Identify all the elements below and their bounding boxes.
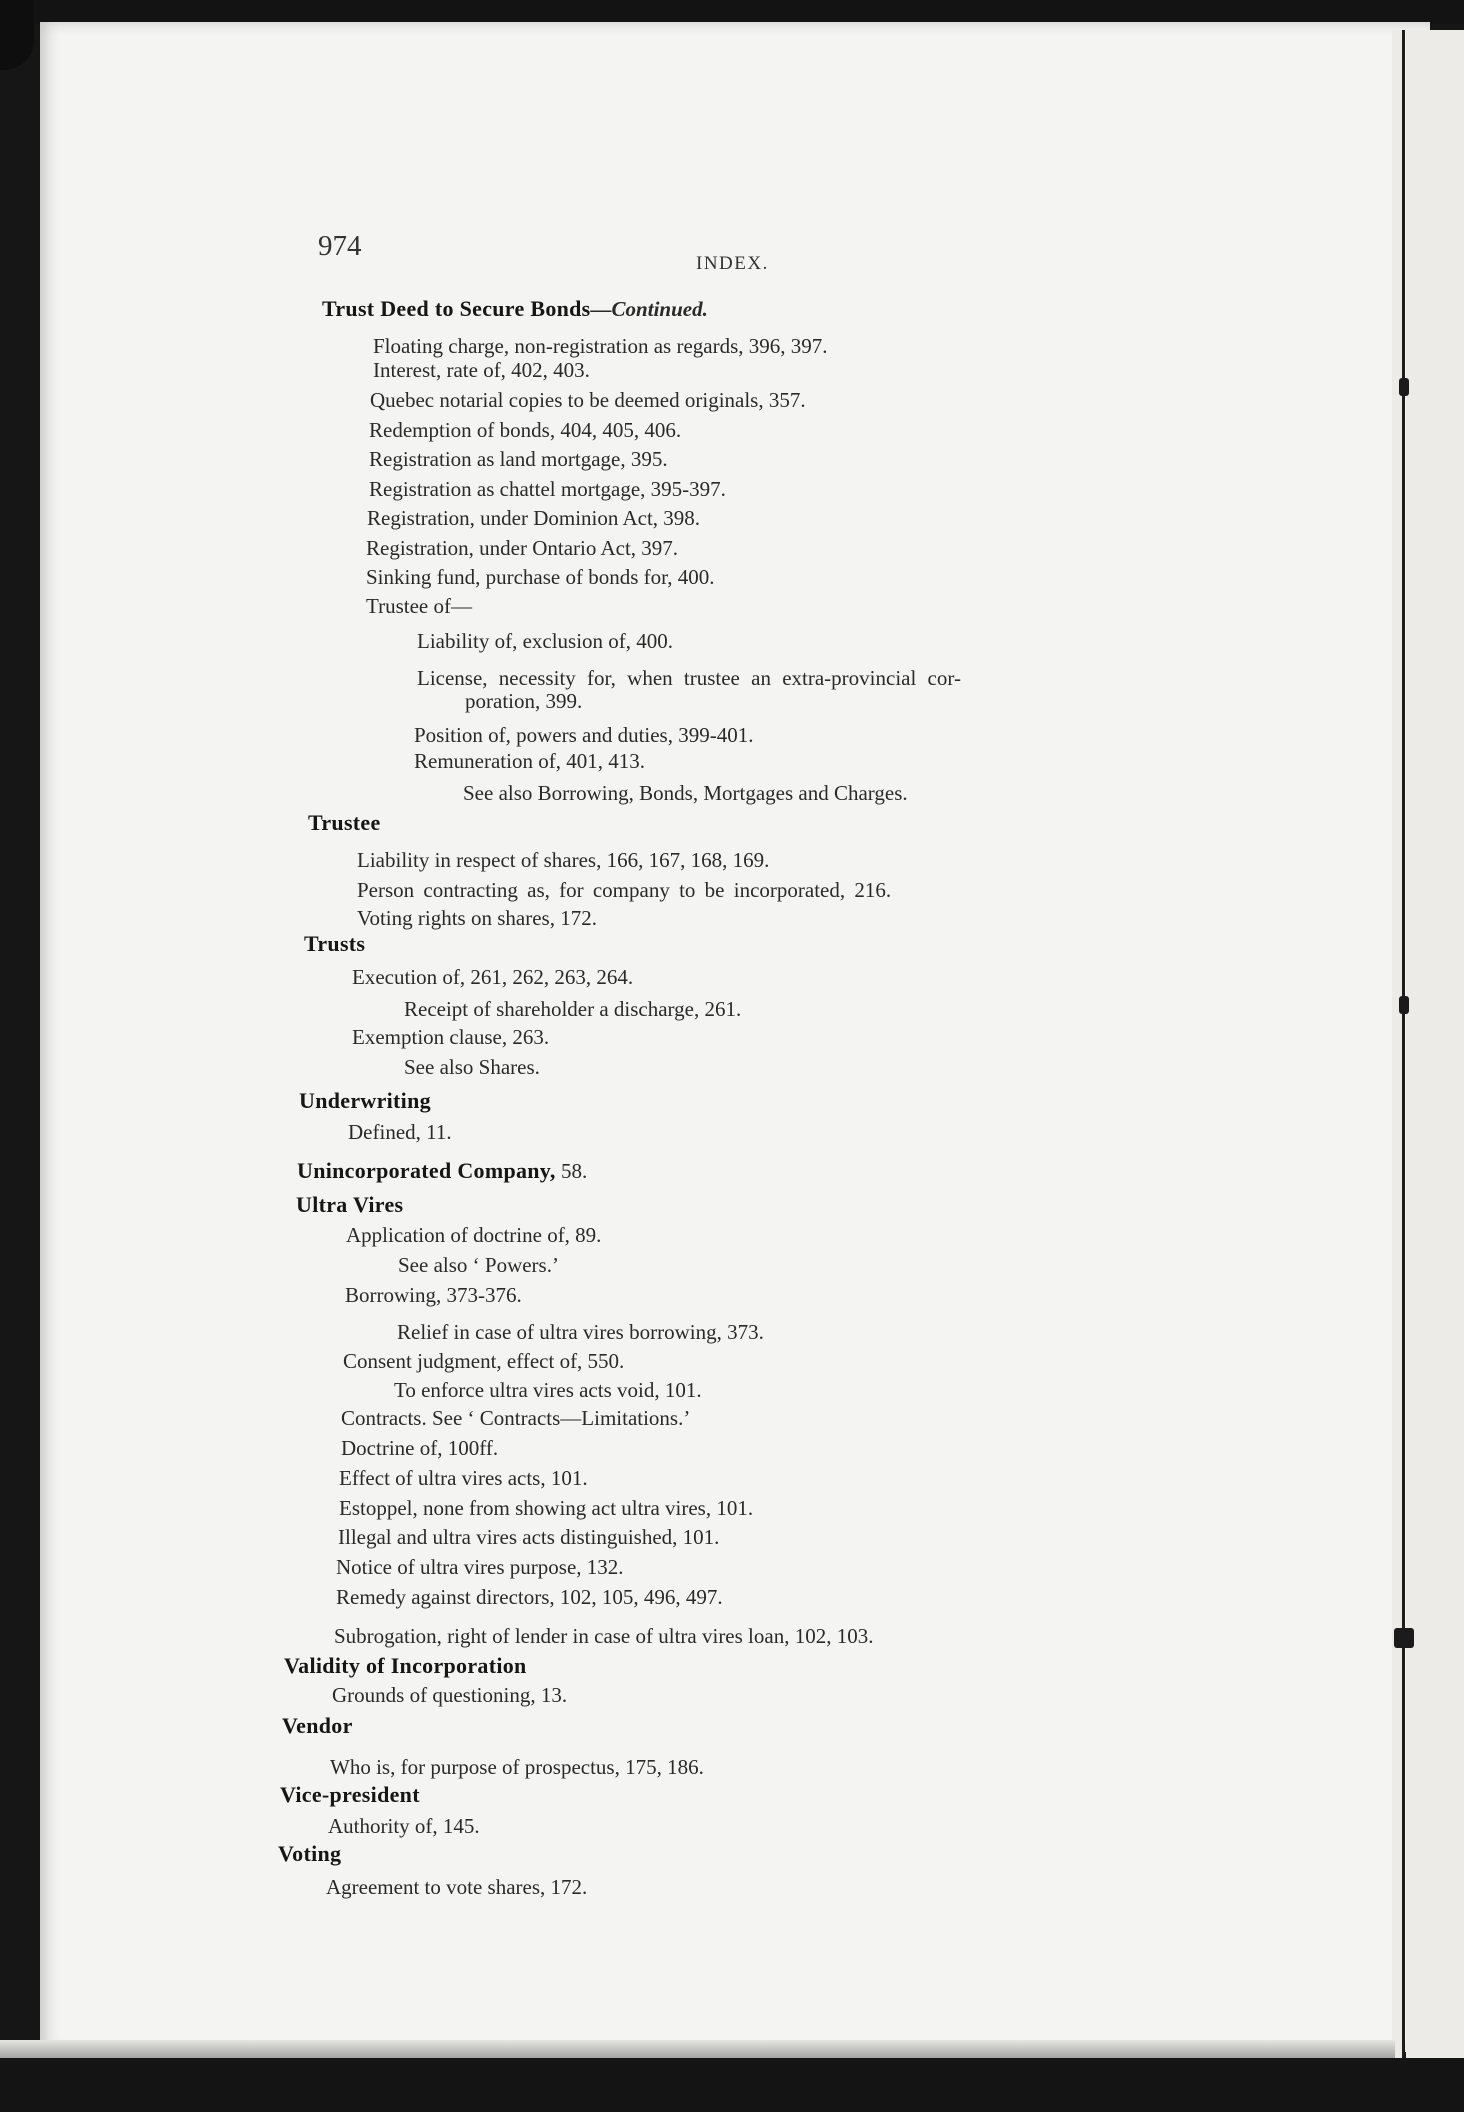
cross-reference: See also Borrowing, Bonds, Mortgages and Charges. (463, 781, 908, 805)
book-page (40, 22, 1430, 2052)
index-entry: Voting rights on shares, 172. (357, 906, 597, 930)
index-heading: Ultra Vires (296, 1192, 404, 1217)
index-entry: Sinking fund, purchase of bonds for, 400. (366, 565, 715, 589)
index-heading: Trustee (308, 810, 381, 835)
index-entry: Registration, under Dominion Act, 398. (367, 506, 701, 530)
binding-mark (1399, 996, 1409, 1014)
index-entry: Person contracting as, for company to be incorporated, 216. (357, 878, 892, 902)
index-entry: Grounds of questioning, 13. (332, 1683, 568, 1707)
index-entry: Authority of, 145. (328, 1814, 480, 1838)
index-entry: Exemption clause, 263. (352, 1025, 550, 1049)
running-header: INDEX. (696, 253, 769, 274)
page-number: 974 (318, 230, 362, 262)
index-heading: Unincorporated Company, 58. (297, 1158, 588, 1183)
index-entry: Subrogation, right of lender in case of ultra vires loan, 102, 103. (334, 1624, 874, 1648)
binding-mark (1394, 1628, 1414, 1648)
index-entry: Floating charge, non-registration as regards, 396, 397. (373, 334, 828, 358)
index-entry: Quebec notarial copies to be deemed originals, 357. (370, 388, 806, 412)
index-entry: Remedy against directors, 102, 105, 496, 497. (336, 1585, 723, 1609)
binding-line (1402, 30, 1405, 2112)
binding-mark (1399, 378, 1409, 396)
index-subentry: Remuneration of, 401, 413. (414, 749, 645, 773)
index-subentry: poration, 399. (465, 689, 583, 713)
index-entry: Application of doctrine of, 89. (346, 1223, 602, 1247)
index-entry: Trustee of— (366, 594, 472, 618)
index-subentry: To enforce ultra vires acts void, 101. (394, 1378, 702, 1402)
index-entry: Liability in respect of shares, 166, 167, 168, 169. (357, 848, 770, 872)
index-subentry: Liability of, exclusion of, 400. (417, 629, 674, 653)
index-entry: Who is, for purpose of prospectus, 175, 186. (330, 1755, 704, 1779)
index-subentry: Position of, powers and duties, 399-401. (414, 723, 754, 747)
index-entry: Illegal and ultra vires acts distinguished, 101. (338, 1525, 720, 1549)
page-bottom-shadow (0, 2040, 1395, 2060)
index-entry: Registration as land mortgage, 395. (369, 447, 668, 471)
index-heading: Trusts (304, 931, 366, 956)
index-heading: Validity of Incorporation (284, 1653, 527, 1678)
index-entry: Agreement to vote shares, 172. (326, 1875, 588, 1899)
index-entry: Interest, rate of, 402, 403. (373, 358, 590, 382)
index-heading: Voting (278, 1841, 342, 1866)
index-entry: Estoppel, none from showing act ultra vires, 101. (339, 1496, 754, 1520)
top-scan-border (0, 0, 1464, 24)
index-entry: Borrowing, 373-376. (345, 1283, 522, 1307)
index-entry: Redemption of bonds, 404, 405, 406. (369, 418, 682, 442)
index-entry: Registration as chattel mortgage, 395-397. (369, 477, 726, 501)
index-heading: Vice-president (280, 1782, 420, 1807)
index-entry: Execution of, 261, 262, 263, 264. (352, 965, 634, 989)
facing-page-edge (1406, 30, 1464, 2112)
index-entry: Notice of ultra vires purpose, 132. (336, 1555, 624, 1579)
index-entry: Consent judgment, effect of, 550. (343, 1349, 625, 1373)
index-heading: Vendor (282, 1713, 353, 1738)
index-heading: Underwriting (299, 1088, 431, 1113)
index-entry: Contracts. See ‘ Contracts—Limitations.’ (341, 1406, 691, 1430)
cross-reference: See also ‘ Powers.’ (398, 1253, 559, 1277)
index-entry: Effect of ultra vires acts, 101. (339, 1466, 588, 1490)
index-entry: Registration, under Ontario Act, 397. (366, 536, 679, 560)
cross-reference: See also Shares. (404, 1055, 540, 1079)
index-entry: Defined, 11. (348, 1120, 452, 1144)
index-subentry: Relief in case of ultra vires borrowing, 373. (397, 1320, 764, 1344)
index-entry: Doctrine of, 100ff. (341, 1436, 499, 1460)
index-subentry: Receipt of shareholder a discharge, 261. (404, 997, 742, 1021)
index-heading: Trust Deed to Secure Bonds—Continued. (322, 296, 708, 321)
index-subentry: License, necessity for, when trustee an extra-provincial cor- (417, 666, 961, 690)
bottom-scan-border (0, 2058, 1464, 2112)
scan-corner (0, 0, 34, 70)
